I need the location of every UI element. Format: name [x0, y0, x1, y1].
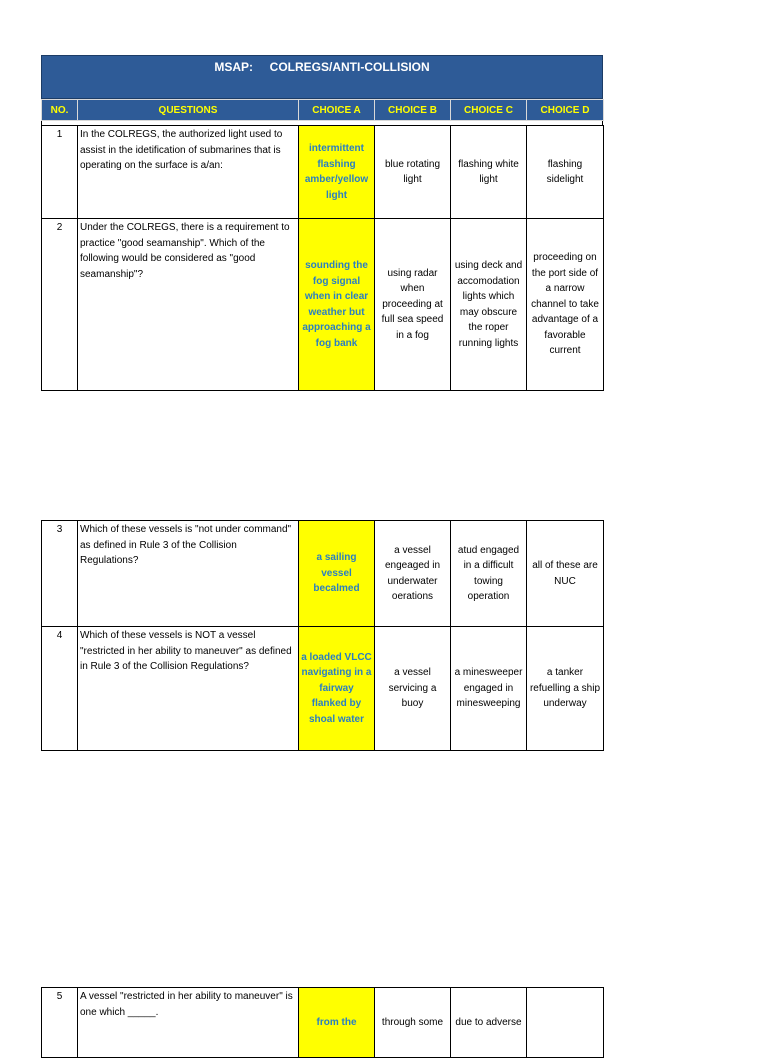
header-choice-d: CHOICE D: [527, 100, 604, 121]
choice-c: using deck and accomodation lights which may obscure the roper running lights: [451, 219, 527, 391]
question-text: A vessel "restricted in her ability to maneuver" is one which _____.: [78, 988, 299, 1058]
choice-a-answer: intermittent flashing amber/yellow light: [299, 126, 375, 219]
question-table-2: [41, 520, 604, 751]
choice-c: due to adverse: [451, 988, 527, 1058]
choice-c: a minesweeper engaged in minesweeping: [451, 627, 527, 751]
choice-a-answer: from the: [299, 988, 375, 1058]
question-row: [42, 627, 604, 751]
question-table-1: [41, 125, 604, 391]
question-text: Which of these vessels is "not under command" as defined in Rule 3 of the Collision Regulations?: [78, 521, 299, 627]
choice-b: through some: [375, 988, 451, 1058]
question-number: 1: [42, 126, 78, 219]
header-choice-b: CHOICE B: [375, 100, 451, 121]
choice-a-answer: a loaded VLCC navigating in a fairway flanked by shoal water: [299, 627, 375, 751]
question-number: 5: [42, 988, 78, 1058]
question-number: 4: [42, 627, 78, 751]
choice-d: proceeding on the port side of a narrow channel to take advantage of a favorable current: [527, 219, 604, 391]
choice-b: blue rotating light: [375, 126, 451, 219]
choice-d: all of these are NUC: [527, 521, 604, 627]
header-choice-c: CHOICE C: [451, 100, 527, 121]
choice-b: using radar when proceeding at full sea speed in a fog: [375, 219, 451, 391]
choice-d: flashing sidelight: [527, 126, 604, 219]
choice-a-answer: a sailing vessel becalmed: [299, 521, 375, 627]
choice-c: flashing white light: [451, 126, 527, 219]
choice-d: a tanker refuelling a ship underway: [527, 627, 604, 751]
question-number: 3: [42, 521, 78, 627]
choice-b: a vessel servicing a buoy: [375, 627, 451, 751]
question-text: Under the COLREGS, there is a requirement to practice "good seamanship". Which of the following would be considered as "good seamanship"?: [78, 219, 299, 391]
choice-d: [527, 988, 604, 1058]
header-choice-a: CHOICE A: [299, 100, 375, 121]
choice-a-answer: sounding the fog signal when in clear weather but approaching a fog bank: [299, 219, 375, 391]
question-text: Which of these vessels is NOT a vessel "restricted in her ability to maneuver" as defined in Rule 3 of the Collision Regulations?: [78, 627, 299, 751]
sheet-title-text: COLREGS/ANTI-COLLISION: [269, 60, 430, 74]
header-questions: QUESTIONS: [78, 100, 299, 121]
question-row: [42, 988, 604, 1058]
question-row: [42, 521, 604, 627]
question-row: [42, 126, 604, 219]
question-table-3: [41, 987, 604, 1058]
question-row: [42, 219, 604, 391]
sheet-title: [41, 55, 603, 99]
choice-b: a vessel engeaged in underwater oerations: [375, 521, 451, 627]
header-no: NO.: [42, 100, 78, 121]
sheet-title-prefix: MSAP:: [214, 60, 253, 74]
column-header-row: [41, 99, 604, 121]
question-number: 2: [42, 219, 78, 391]
question-text: In the COLREGS, the authorized light used to assist in the idetification of submarines that is operating on the surface is a/an:: [78, 126, 299, 219]
choice-c: atud engaged in a difficult towing operation: [451, 521, 527, 627]
